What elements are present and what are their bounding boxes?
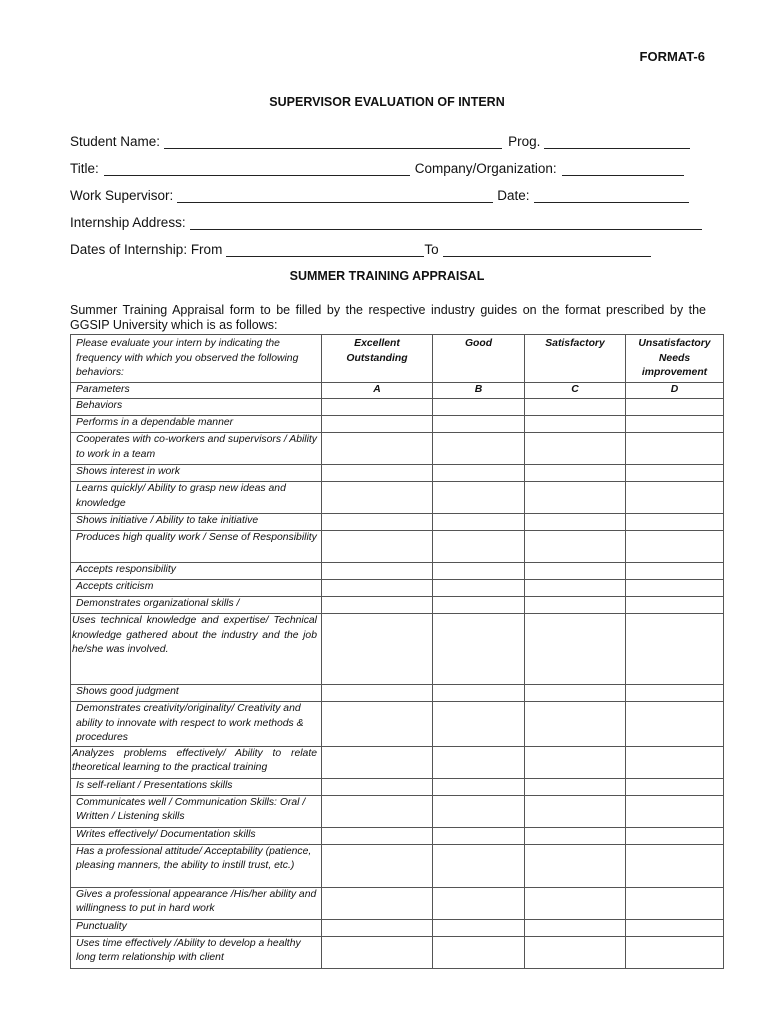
rating-cell[interactable] bbox=[525, 614, 626, 685]
column-header: Good bbox=[433, 335, 525, 383]
rating-cell[interactable] bbox=[525, 597, 626, 614]
rating-cell[interactable] bbox=[322, 399, 433, 416]
rating-cell[interactable] bbox=[525, 746, 626, 778]
grade-label: B bbox=[433, 383, 525, 399]
rating-cell[interactable] bbox=[525, 795, 626, 827]
table-row bbox=[71, 827, 724, 844]
date-field[interactable] bbox=[534, 188, 689, 203]
parameter-label: Cooperates with co-workers and supervisors / Ability to work in a team bbox=[71, 433, 322, 465]
rating-cell[interactable] bbox=[626, 416, 724, 433]
rating-cell[interactable] bbox=[626, 433, 724, 465]
rating-cell[interactable] bbox=[322, 580, 433, 597]
rating-cell[interactable] bbox=[433, 514, 525, 531]
prog-label: Prog. bbox=[508, 134, 541, 149]
rating-cell[interactable] bbox=[322, 795, 433, 827]
internship-address-row bbox=[70, 215, 702, 230]
grade-label: D bbox=[626, 383, 724, 399]
work-supervisor-label: Work Supervisor: bbox=[70, 188, 174, 203]
rating-cell[interactable] bbox=[525, 416, 626, 433]
rating-cell[interactable] bbox=[433, 482, 525, 514]
parameter-label: Demonstrates organizational skills / bbox=[71, 597, 322, 614]
rating-cell[interactable] bbox=[626, 514, 724, 531]
parameter-label: Analyzes problems effectively/ Ability to relate theoretical learning to the practical training bbox=[71, 746, 322, 778]
parameter-label: Writes effectively/ Documentation skills bbox=[71, 827, 322, 844]
rating-cell[interactable] bbox=[433, 795, 525, 827]
rating-cell[interactable] bbox=[322, 482, 433, 514]
rating-cell[interactable] bbox=[525, 778, 626, 795]
parameter-label: Communicates well / Communication Skills: Oral / Written / Listening skills bbox=[71, 795, 322, 827]
column-header: Satisfactory bbox=[525, 335, 626, 383]
parameter-label: Shows initiative / Ability to take initiative bbox=[71, 514, 322, 531]
rating-cell[interactable] bbox=[525, 702, 626, 747]
rating-cell[interactable] bbox=[433, 887, 525, 919]
rating-cell[interactable] bbox=[525, 465, 626, 482]
table-row bbox=[71, 702, 724, 747]
format-label: FORMAT-6 bbox=[639, 49, 705, 64]
rating-cell[interactable] bbox=[322, 416, 433, 433]
internship-address-field[interactable] bbox=[190, 215, 702, 230]
rating-cell[interactable] bbox=[525, 580, 626, 597]
title-label: Title: bbox=[70, 161, 99, 176]
rating-cell[interactable] bbox=[433, 614, 525, 685]
title-row bbox=[70, 161, 702, 176]
parameter-label: Has a professional attitude/ Acceptability (patience, pleasing manners, the ability to instill trust, etc.) bbox=[71, 844, 322, 887]
rating-cell[interactable] bbox=[626, 778, 724, 795]
page-title: SUPERVISOR EVALUATION OF INTERN bbox=[269, 95, 505, 109]
rating-cell[interactable] bbox=[433, 580, 525, 597]
table-row bbox=[71, 531, 724, 563]
rating-cell[interactable] bbox=[322, 844, 433, 887]
table-row bbox=[71, 685, 724, 702]
parameter-label: Accepts responsibility bbox=[71, 563, 322, 580]
rating-cell[interactable] bbox=[626, 919, 724, 936]
table-row bbox=[71, 433, 724, 465]
title-field[interactable] bbox=[104, 161, 410, 176]
rating-cell[interactable] bbox=[525, 844, 626, 887]
rating-cell[interactable] bbox=[322, 433, 433, 465]
rating-cell[interactable] bbox=[433, 827, 525, 844]
rating-cell[interactable] bbox=[525, 887, 626, 919]
table-row bbox=[71, 399, 724, 416]
rating-cell[interactable] bbox=[433, 433, 525, 465]
rating-cell[interactable] bbox=[626, 685, 724, 702]
rating-cell[interactable] bbox=[433, 597, 525, 614]
internship-address-label: Internship Address: bbox=[70, 215, 186, 230]
parameter-label: Shows good judgment bbox=[71, 685, 322, 702]
table-header-row bbox=[71, 335, 724, 383]
appraisal-table bbox=[70, 334, 724, 969]
rating-cell[interactable] bbox=[626, 795, 724, 827]
rating-cell[interactable] bbox=[433, 844, 525, 887]
rating-cell[interactable] bbox=[525, 531, 626, 563]
rating-cell[interactable] bbox=[626, 482, 724, 514]
rating-cell[interactable] bbox=[322, 936, 433, 968]
table-row bbox=[71, 614, 724, 685]
appraisal-intro: Summer Training Appraisal form to be filled by the respective industry guides on the format prescribed by the GGSIP University which is as follows: bbox=[70, 303, 706, 332]
parameter-label: Uses technical knowledge and expertise/ Technical knowledge gathered about the industry and the job he/she was involved. bbox=[71, 614, 322, 685]
rating-cell[interactable] bbox=[626, 580, 724, 597]
rating-cell[interactable] bbox=[433, 919, 525, 936]
rating-cell[interactable] bbox=[322, 685, 433, 702]
rating-cell[interactable] bbox=[525, 433, 626, 465]
rating-cell[interactable] bbox=[322, 778, 433, 795]
rating-cell[interactable] bbox=[525, 514, 626, 531]
student-name-field[interactable] bbox=[164, 134, 502, 149]
prog-field[interactable] bbox=[544, 134, 690, 149]
rating-cell[interactable] bbox=[525, 482, 626, 514]
work-supervisor-field[interactable] bbox=[177, 188, 493, 203]
company-field[interactable] bbox=[562, 161, 684, 176]
rating-cell[interactable] bbox=[525, 399, 626, 416]
parameter-label: Demonstrates creativity/originality/ Creativity and ability to innovate with respect to work methods & procedures bbox=[71, 702, 322, 747]
appraisal-title: SUMMER TRAINING APPRAISAL bbox=[289, 269, 485, 283]
rating-cell[interactable] bbox=[322, 514, 433, 531]
table-row bbox=[71, 887, 724, 919]
parameter-label: Gives a professional appearance /His/her ability and willingness to put in hard work bbox=[71, 887, 322, 919]
rating-cell[interactable] bbox=[322, 531, 433, 563]
rating-cell[interactable] bbox=[322, 614, 433, 685]
rating-cell[interactable] bbox=[433, 702, 525, 747]
table-row bbox=[71, 936, 724, 968]
rating-cell[interactable] bbox=[626, 746, 724, 778]
rating-cell[interactable] bbox=[626, 399, 724, 416]
rating-cell[interactable] bbox=[626, 465, 724, 482]
rating-cell[interactable] bbox=[525, 936, 626, 968]
table-row bbox=[71, 778, 724, 795]
rating-cell[interactable] bbox=[626, 936, 724, 968]
parameter-label: Uses time effectively /Ability to develop a healthy long term relationship with client bbox=[71, 936, 322, 968]
rating-cell[interactable] bbox=[626, 597, 724, 614]
rating-cell[interactable] bbox=[322, 887, 433, 919]
table-row bbox=[71, 580, 724, 597]
table-row bbox=[71, 482, 724, 514]
date-label: Date: bbox=[497, 188, 530, 203]
rating-cell[interactable] bbox=[322, 919, 433, 936]
parameter-label: Accepts criticism bbox=[71, 580, 322, 597]
rating-cell[interactable] bbox=[626, 614, 724, 685]
work-supervisor-row bbox=[70, 188, 702, 203]
rating-cell[interactable] bbox=[525, 919, 626, 936]
column-header: Excellent Outstanding bbox=[322, 335, 433, 383]
parameter-label: Is self-reliant / Presentations skills bbox=[71, 778, 322, 795]
table-row bbox=[71, 416, 724, 433]
parameter-label: Behaviors bbox=[71, 399, 322, 416]
parameter-label: Shows interest in work bbox=[71, 465, 322, 482]
parameters-label: Parameters bbox=[71, 383, 322, 399]
student-name-row bbox=[70, 134, 702, 149]
table-row bbox=[71, 597, 724, 614]
company-label: Company/Organization: bbox=[414, 161, 557, 176]
rating-cell[interactable] bbox=[433, 563, 525, 580]
rating-cell[interactable] bbox=[433, 778, 525, 795]
rating-cell[interactable] bbox=[433, 936, 525, 968]
rating-cell[interactable] bbox=[322, 746, 433, 778]
grade-label: A bbox=[322, 383, 433, 399]
parameter-label: Punctuality bbox=[71, 919, 322, 936]
rating-cell[interactable] bbox=[626, 827, 724, 844]
dates-from-field[interactable] bbox=[226, 242, 424, 257]
parameter-label: Produces high quality work / Sense of Responsibility bbox=[71, 531, 322, 563]
rating-cell[interactable] bbox=[433, 746, 525, 778]
rating-cell[interactable] bbox=[525, 563, 626, 580]
table-row bbox=[71, 844, 724, 887]
rating-cell[interactable] bbox=[626, 887, 724, 919]
rating-cell[interactable] bbox=[433, 685, 525, 702]
column-header: Unsatisfactory Needs improvement bbox=[626, 335, 724, 383]
table-row bbox=[71, 746, 724, 778]
dates-to-field[interactable] bbox=[443, 242, 651, 257]
rating-cell[interactable] bbox=[525, 827, 626, 844]
rating-cell[interactable] bbox=[525, 685, 626, 702]
student-name-label: Student Name: bbox=[70, 134, 161, 149]
rating-cell[interactable] bbox=[322, 597, 433, 614]
table-row bbox=[71, 795, 724, 827]
table-row bbox=[71, 514, 724, 531]
internship-dates-row bbox=[70, 242, 702, 257]
dates-from-label: Dates of Internship: From bbox=[70, 242, 223, 257]
parameter-label: Learns quickly/ Ability to grasp new ideas and knowledge bbox=[71, 482, 322, 514]
rating-cell[interactable] bbox=[433, 465, 525, 482]
rating-cell[interactable] bbox=[433, 416, 525, 433]
rating-cell[interactable] bbox=[322, 827, 433, 844]
rating-cell[interactable] bbox=[626, 702, 724, 747]
parameters-row bbox=[71, 383, 724, 399]
rating-cell[interactable] bbox=[626, 563, 724, 580]
rating-cell[interactable] bbox=[322, 465, 433, 482]
instruction-cell: Please evaluate your intern by indicating the frequency with which you observed the following behaviors: bbox=[71, 335, 322, 383]
rating-cell[interactable] bbox=[433, 531, 525, 563]
grade-label: C bbox=[525, 383, 626, 399]
rating-cell[interactable] bbox=[626, 844, 724, 887]
rating-cell[interactable] bbox=[322, 563, 433, 580]
dates-to-label: To bbox=[424, 242, 439, 257]
table-row bbox=[71, 919, 724, 936]
parameter-label: Performs in a dependable manner bbox=[71, 416, 322, 433]
rating-cell[interactable] bbox=[626, 531, 724, 563]
rating-cell[interactable] bbox=[433, 399, 525, 416]
table-row bbox=[71, 465, 724, 482]
rating-cell[interactable] bbox=[322, 702, 433, 747]
table-row bbox=[71, 563, 724, 580]
